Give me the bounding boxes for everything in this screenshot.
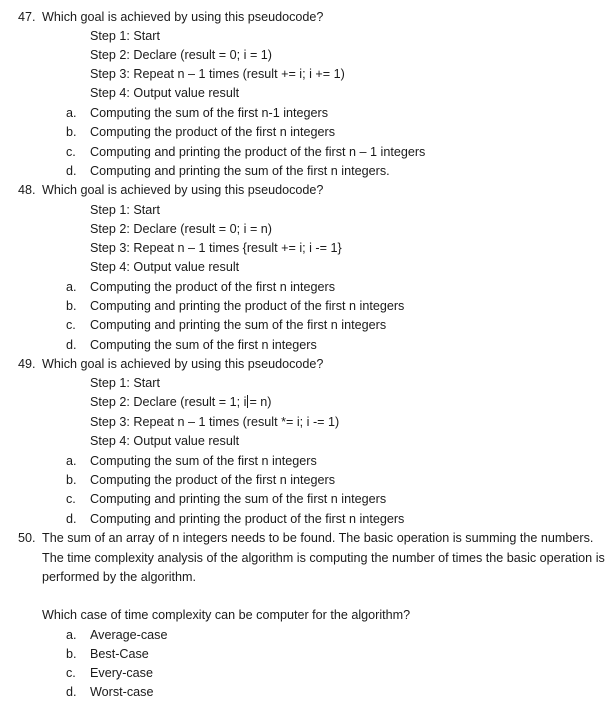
option-letter: c. bbox=[66, 318, 76, 332]
option-letter: d. bbox=[66, 164, 77, 178]
option-text: Computing and printing the sum of the first n integers bbox=[90, 492, 387, 506]
pseudocode-step: Step 3: Repeat n – 1 times (result *= i; i -= 1) bbox=[90, 415, 340, 429]
step-text: = n) bbox=[249, 395, 272, 409]
pseudocode-step: Step 1: Start bbox=[90, 376, 161, 390]
question-number: 49. bbox=[18, 357, 36, 371]
option-text: Computing the sum of the first n-1 integers bbox=[90, 106, 328, 120]
option-letter: d. bbox=[66, 685, 77, 699]
option-letter: c. bbox=[66, 666, 76, 680]
option-letter: d. bbox=[66, 338, 77, 352]
question-number: 47. bbox=[18, 10, 36, 24]
option-text: Best-Case bbox=[90, 647, 149, 661]
option-letter: c. bbox=[66, 492, 76, 506]
option-letter: b. bbox=[66, 473, 77, 487]
option-text: Computing the product of the first n integers bbox=[90, 125, 336, 139]
pseudocode-step: Step 1: Start bbox=[90, 203, 161, 217]
option-letter: d. bbox=[66, 512, 77, 526]
option-text: Computing and printing the product of the first n integers bbox=[90, 299, 405, 313]
question-prompt: Which goal is achieved by using this pseudocode? bbox=[42, 183, 324, 197]
question-subprompt: Which case of time complexity can be computer for the algorithm? bbox=[42, 608, 411, 622]
option-text: Computing and printing the sum of the first n integers bbox=[90, 318, 387, 332]
option-text: Computing the product of the first n integers bbox=[90, 280, 336, 294]
option-letter: b. bbox=[66, 647, 77, 661]
option-text: Worst-case bbox=[90, 685, 154, 699]
step-text: Step 2: Declare (result = 1; i bbox=[90, 395, 247, 409]
question-prompt: Which goal is achieved by using this pseudocode? bbox=[42, 10, 324, 24]
pseudocode-step: Step 2: Declare (result = 0; i = 1) bbox=[90, 48, 272, 62]
pseudocode-step: Step 3: Repeat n – 1 times (result += i; i += 1) bbox=[90, 67, 345, 81]
question-number: 48. bbox=[18, 183, 36, 197]
pseudocode-step: Step 3: Repeat n – 1 times {result += i; i -= 1} bbox=[90, 241, 342, 255]
option-letter: a. bbox=[66, 280, 77, 294]
option-text: Computing the sum of the first n integers bbox=[90, 454, 317, 468]
pseudocode-step: Step 4: Output value result bbox=[90, 260, 240, 274]
pseudocode-step bbox=[90, 393, 272, 412]
option-text: Computing the sum of the first n integers bbox=[90, 338, 317, 352]
option-text: Average-case bbox=[90, 628, 168, 642]
option-text: Every-case bbox=[90, 666, 153, 680]
pseudocode-step: Step 1: Start bbox=[90, 29, 161, 43]
pseudocode-step: Step 4: Output value result bbox=[90, 86, 240, 100]
question-prompt: Which goal is achieved by using this pseudocode? bbox=[42, 357, 324, 371]
option-text: Computing the product of the first n integers bbox=[90, 473, 336, 487]
pseudocode-step: Step 2: Declare (result = 0; i = n) bbox=[90, 222, 272, 236]
option-letter: b. bbox=[66, 125, 77, 139]
option-letter: c. bbox=[66, 145, 76, 159]
option-letter: b. bbox=[66, 299, 77, 313]
option-text: Computing and printing the product of the first n – 1 integers bbox=[90, 145, 426, 159]
question-prompt: The sum of an array of n integers needs to be found. The basic operation is summing the numbers. The time complexity analysis of the algorithm is computing the number of times the basic operation is performed by the algorithm. bbox=[42, 531, 605, 585]
option-text: Computing and printing the sum of the first n integers. bbox=[90, 164, 390, 178]
pseudocode-step: Step 4: Output value result bbox=[90, 434, 240, 448]
option-letter: a. bbox=[66, 628, 77, 642]
question-number: 50. bbox=[18, 531, 36, 545]
option-letter: a. bbox=[66, 454, 77, 468]
option-text: Computing and printing the product of the first n integers bbox=[90, 512, 405, 526]
option-letter: a. bbox=[66, 106, 77, 120]
